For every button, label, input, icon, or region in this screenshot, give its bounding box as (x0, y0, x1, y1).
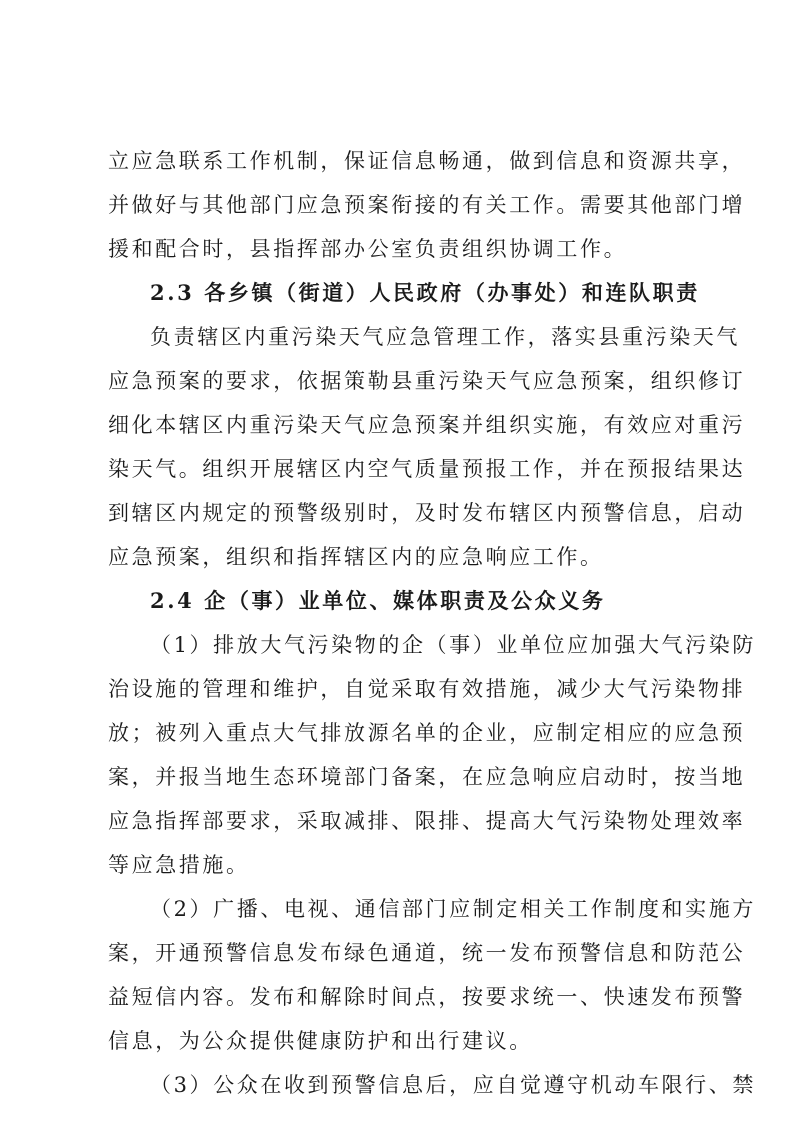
text-line: （2）广播、电视、通信部门应制定相关工作制度和实施方 (150, 897, 756, 921)
text-line: （1）排放大气污染物的企（事）业单位应加强大气污染防 (150, 633, 756, 657)
text-line: 应急预案，组织和指挥辖区内的应急响应工作。 (108, 545, 604, 569)
text-line: 应急预案的要求，依据策勒县重污染天气应急预案，组织修订 (108, 369, 746, 393)
section-heading: 2.4 企（事）业单位、媒体职责及公众义务 (150, 588, 606, 613)
text-line: 并做好与其他部门应急预案衔接的有关工作。需要其他部门增 (108, 193, 746, 217)
text-line: 案，开通预警信息发布绿色通道，统一发布预警信息和防范公 (108, 941, 746, 965)
text-line: 等应急措施。 (108, 853, 250, 877)
text-line: 治设施的管理和维护，自觉采取有效措施，减少大气污染物排 (108, 677, 746, 701)
text-line: 细化本辖区内重污染天气应急预案并组织实施，有效应对重污 (108, 413, 746, 437)
text-line: 放；被列入重点大气排放源名单的企业，应制定相应的应急预 (108, 721, 746, 745)
text-line: 立应急联系工作机制，保证信息畅通，做到信息和资源共享， (108, 149, 746, 173)
text-line: 案，并报当地生态环境部门备案，在应急响应启动时，按当地 (108, 765, 746, 789)
text-line: 负责辖区内重污染天气应急管理工作，落实县重污染天气 (150, 325, 740, 349)
text-line: 染天气。组织开展辖区内空气质量预报工作，并在预报结果达 (108, 457, 746, 481)
text-line: 应急指挥部要求，采取减排、限排、提高大气污染物处理效率 (108, 809, 746, 833)
text-line: 益短信内容。发布和解除时间点，按要求统一、快速发布预警 (108, 985, 746, 1009)
text-line: （3）公众在收到预警信息后，应自觉遵守机动车限行、禁 (150, 1073, 756, 1097)
section-heading: 2.3 各乡镇（街道）人民政府（办事处）和连队职责 (150, 280, 700, 305)
text-line: 到辖区内规定的预警级别时，及时发布辖区内预警信息，启动 (108, 501, 746, 525)
text-line: 信息，为公众提供健康防护和出行建议。 (108, 1029, 533, 1053)
text-line: 援和配合时，县指挥部办公室负责组织协调工作。 (108, 237, 628, 261)
